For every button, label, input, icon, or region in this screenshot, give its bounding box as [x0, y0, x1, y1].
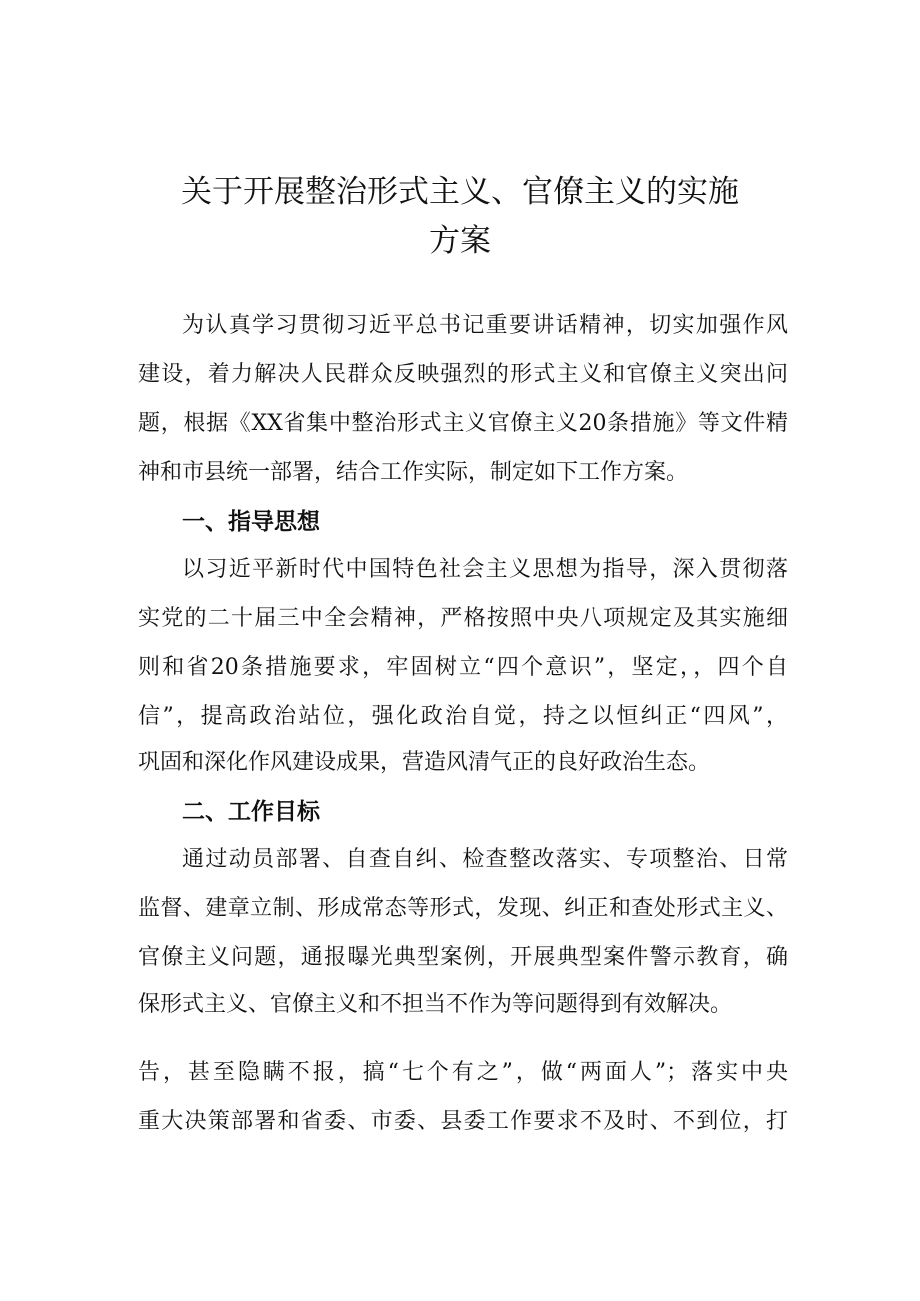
intro-line: 题，根据《XX省集中整治形式主义官僚主义20条措施》等文件精	[138, 411, 788, 436]
section2-line: 通过动员部署、自查自纠、检查整改落实、专项整治、日常	[182, 847, 788, 872]
section2-line: 监督、建章立制、形成常态等形式，发现、纠正和查处形式主义、	[138, 896, 788, 921]
section-heading-guiding-ideology: 一、指导思想	[182, 509, 320, 535]
section1-line: 巩固和深化作风建设成果，营造风清气正的良好政治生态。	[138, 750, 711, 775]
fragment-line: 告，甚至隐瞒不报，搞“七个有之”，做“两面人”；落实中央	[138, 1060, 788, 1085]
section-heading-work-goals: 二、工作目标	[182, 799, 320, 825]
section2-line: 官僚主义问题，通报曝光典型案例，开展典型案件警示教育，确	[138, 945, 788, 970]
intro-line: 神和市县统一部署，结合工作实际，制定如下工作方案。	[138, 460, 689, 485]
section2-line: 保形式主义、官僚主义和不担当不作为等问题得到有效解决。	[138, 992, 733, 1017]
document-title-line-2: 方案	[429, 223, 491, 259]
section1-line: 以习近平新时代中国特色社会主义思想为指导，深入贯彻落	[182, 557, 788, 582]
fragment-line: 重大决策部署和省委、市委、县委工作要求不及时、不到位，打	[138, 1109, 788, 1134]
section1-line: 信”，提高政治站位，强化政治自觉，持之以恒纠正“四风”，	[138, 704, 788, 729]
section1-line: 实党的二十届三中全会精神，严格按照中央八项规定及其实施细	[138, 606, 788, 631]
document-title-line-1: 关于开展整治形式主义、官僚主义的实施	[181, 174, 739, 210]
intro-line: 为认真学习贯彻习近平总书记重要讲话精神，切实加强作风	[182, 313, 788, 338]
intro-line: 建设，着力解决人民群众反映强烈的形式主义和官僚主义突出问	[138, 362, 788, 387]
section1-line: 则和省20条措施要求，牢固树立“四个意识”，坚定，，四个自	[138, 655, 788, 680]
